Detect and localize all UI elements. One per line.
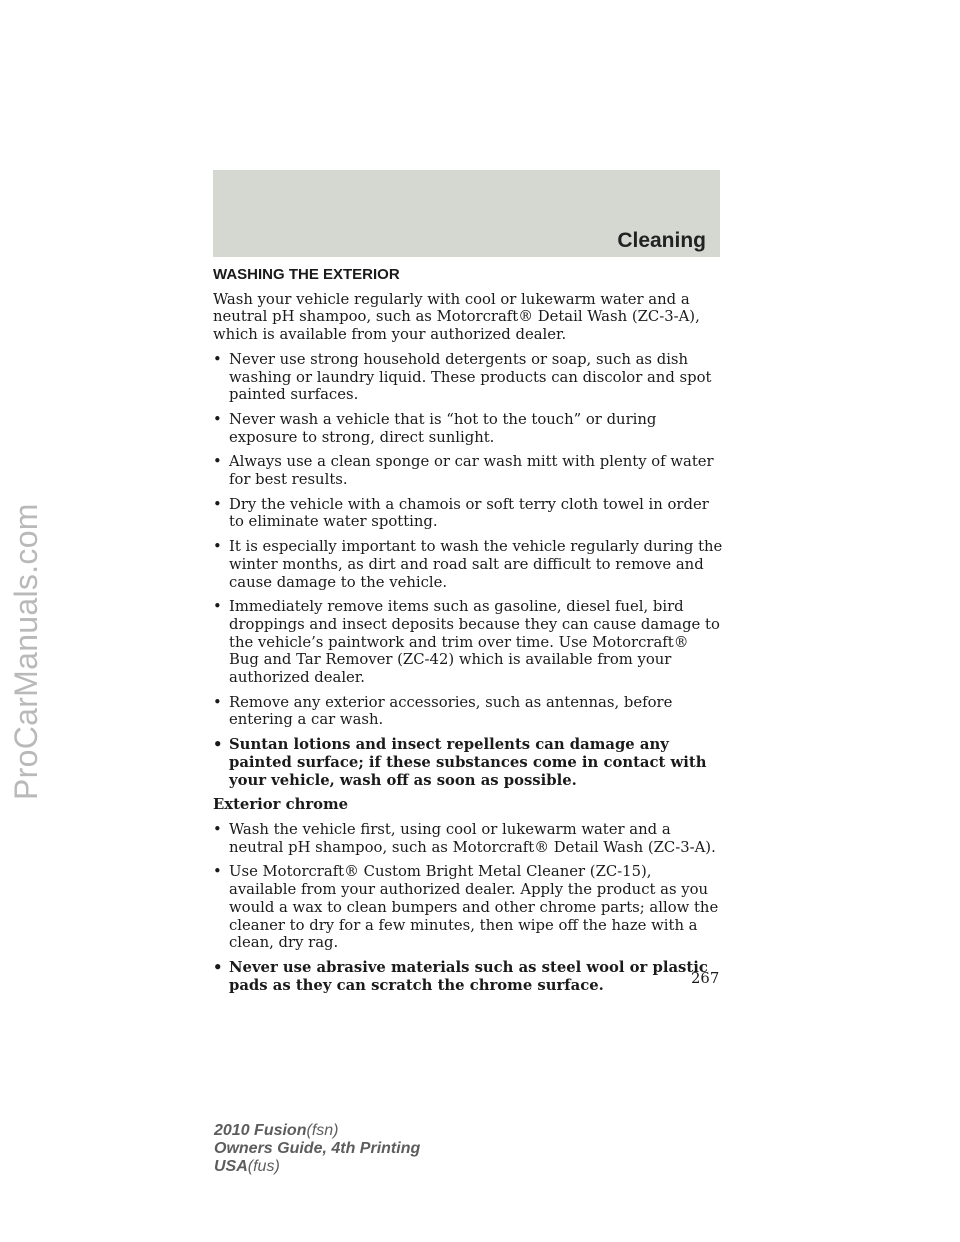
list-item: • Dry the vehicle with a chamois or soft terry cloth towel in order to eliminate water spotting.: [213, 495, 709, 531]
bullet-icon: •: [213, 693, 222, 711]
bullet-icon: •: [213, 538, 222, 556]
footer-line-3: USA(fus): [214, 1158, 280, 1175]
washing-intro: Wash your vehicle regularly with cool or lukewarm water and a neutral pH shampoo, such as Motorcraft® Detail Wash (ZC-3-A), which is available from your authorized dealer.: [213, 290, 700, 344]
page-number: 267: [691, 970, 720, 987]
bullet-icon: •: [213, 820, 222, 838]
list-item: • Never use strong household detergents or soap, such as dish washing or laundry liquid. These products can discolor and spot painted surfaces.: [213, 350, 712, 404]
bullet-icon: •: [213, 453, 222, 471]
bullet-icon: •: [213, 410, 222, 428]
bullet-icon: •: [213, 736, 223, 754]
list-item: • Always use a clean sponge or car wash mitt with plenty of water for best results.: [213, 453, 714, 489]
warning-list-item: • Never use abrasive materials such as steel wool or plastic pads as they can scratch the chrome surface.: [213, 958, 708, 994]
section-title: Cleaning: [617, 229, 706, 252]
section-header-band: [213, 170, 720, 257]
footer-line-2: Owners Guide, 4th Printing: [214, 1140, 421, 1157]
list-item: • Wash the vehicle first, using cool or lukewarm water and a neutral pH shampoo, such as Motorcraft® Detail Wash (ZC-3-A).: [213, 820, 716, 856]
footer-line-1: 2010 Fusion(fsn): [214, 1122, 339, 1139]
watermark: ProCarManuals.com: [8, 503, 44, 800]
washing-heading: WASHING THE EXTERIOR: [213, 266, 400, 283]
bullet-icon: •: [213, 495, 222, 513]
bullet-icon: •: [213, 350, 222, 368]
warning-list-item: • Suntan lotions and insect repellents can damage any painted surface; if these substances come in contact with your vehicle, wash off as soon as possible.: [213, 736, 707, 789]
list-item: • Remove any exterior accessories, such as antennas, before entering a car wash.: [213, 693, 673, 729]
page-content: [213, 262, 723, 1001]
list-item: • It is especially important to wash the vehicle regularly during the winter months, as dirt and road salt are difficult to remove and cause damage to the vehicle.: [213, 538, 723, 591]
chrome-heading: Exterior chrome: [213, 796, 349, 814]
list-item: • Never wash a vehicle that is “hot to the touch” or during exposure to strong, direct sunlight.: [213, 410, 657, 446]
bullet-icon: •: [213, 958, 223, 976]
list-item: • Use Motorcraft® Custom Bright Metal Cleaner (ZC-15), available from your authorized dealer. Apply the product as you would a wax to clean bumpers and other chrome parts; allow the cleaner to dry for a few minutes, then wipe off the haze with a clean, dry rag.: [213, 863, 719, 952]
bullet-icon: •: [213, 598, 222, 616]
bullet-icon: •: [213, 863, 222, 881]
list-item: • Immediately remove items such as gasoline, diesel fuel, bird droppings and insect deposits because they can cause damage to the vehicle’s paintwork and trim over time. Use Motorcraft® Bug and Tar Remover (ZC-42) which is available from your authorized dealer.: [213, 598, 720, 687]
footer: [214, 1122, 420, 1176]
